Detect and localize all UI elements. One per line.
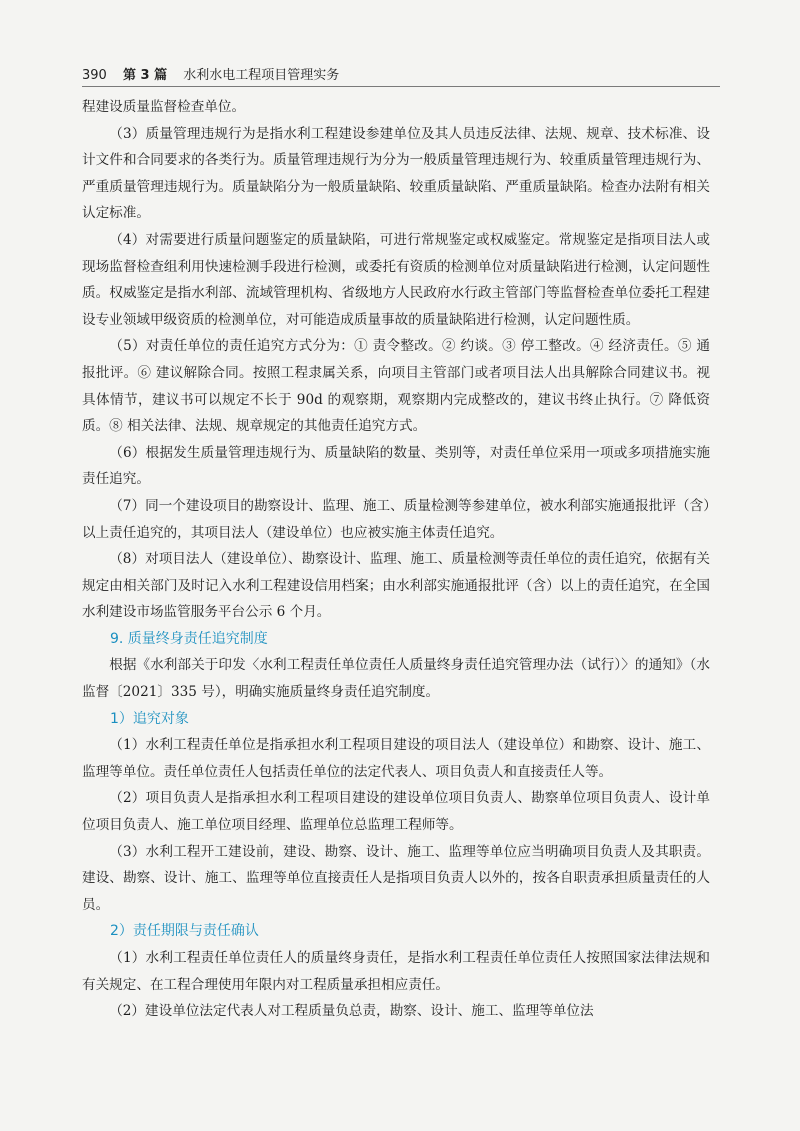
page-number: 390 [82, 68, 107, 83]
book-title: 水利水电工程项目管理实务 [183, 68, 340, 83]
subsection-heading: 2）责任期限与责任确认 [110, 923, 259, 940]
body-text [82, 94, 710, 1025]
paragraph: （1）水利工程责任单位是指承担水利工程项目建设的项目法人（建设单位）和勘察、设计、施工、监理等单位。责任单位责任人包括责任单位的法定代表人、项目负责人和直接责任人等。 [82, 737, 710, 780]
paragraph: （3）水利工程开工建设前，建设、勘察、设计、施工、监理等单位应当明确项目负责人及其职责。建设、勘察、设计、施工、监理等单位直接责任人是指项目负责人以外的，按各自职责承担质量责任的人员。 [82, 843, 710, 913]
paragraph: （1）水利工程责任单位责任人的质量终身责任，是指水利工程责任单位责任人按照国家法律法规和有关规定、在工程合理使用年限内对工程质量承担相应责任。 [82, 950, 710, 993]
paragraph: （7）同一个建设项目的勘察设计、监理、施工、质量检测等参建单位，被水利部实施通报批评（含）以上责任追究的，其项目法人（建设单位）也应被实施主体责任追究。 [82, 497, 710, 541]
paragraph: （8）对项目法人（建设单位）、勘察设计、监理、施工、质量检测等责任单位的责任追究，依据有关规定由相关部门及时记入水利工程建设信用档案；由水利部实施通报批评（含）以上的责任追究，在全国水利建设市场监管服务平台公示 6 个月。 [82, 551, 710, 621]
subsection-heading: 1）追究对象 [110, 710, 189, 727]
paragraph: （4）对需要进行质量问题鉴定的质量缺陷，可进行常规鉴定或权威鉴定。常规鉴定是指项目法人或现场监督检查组利用快速检测手段进行检测，或委托有资质的检测单位对质量缺陷进行检测，认定问题性质。权威鉴定是指水利部、流域管理机构、省级地方人民政府水行政主管部门等监督检查单位委托工程建设专业领域甲级资质的检测单位，对可能造成质量事故的质量缺陷进行检测，认定问题性质。 [82, 231, 710, 328]
paragraph: （5）对责任单位的责任追究方式分为：① 责令整改。② 约谈。③ 停工整改。④ 经济责任。⑤ 通报批评。⑥ 建议解除合同。按照工程隶属关系，向项目主管部门或者项目法人出具解除合同建议书。视具体情节，建议书可以规定不长于 90d 的观察期，观察期内完成整改的，建议书终止执行。⑦ 降低资质。⑧ 相关法律、法规、规章规定的其他责任追究方式。 [82, 338, 710, 435]
header-rule [82, 86, 720, 87]
paragraph: （6）根据发生质量管理违规行为、质量缺陷的数量、类别等，对责任单位采用一项或多项措施实施责任追究。 [82, 444, 710, 488]
part-label: 第 3 篇 [122, 68, 168, 83]
paragraph: （3）质量管理违规行为是指水利工程建设参建单位及其人员违反法律、法规、规章、技术标准、设计文件和合同要求的各类行为。质量管理违规行为分为一般质量管理违规行为、较重质量管理违规行为、严重质量管理违规行为。质量缺陷分为一般质量缺陷、较重质量缺陷、严重质量缺陷。检查办法附有相关认定标准。 [82, 125, 710, 222]
paragraph: （2）建设单位法定代表人对工程质量负总责，勘察、设计、施工、监理等单位法 [109, 1003, 594, 1020]
paragraph: 根据《水利部关于印发〈水利工程责任单位责任人质量终身责任追究管理办法（试行）〉的通知》（水监督〔2021〕335 号），明确实施质量终身责任追究制度。 [82, 657, 710, 701]
paragraph: （2）项目负责人是指承担水利工程项目建设的建设单位项目负责人、勘察单位项目负责人、设计单位项目负责人、施工单位项目经理、监理单位总监理工程师等。 [82, 790, 710, 834]
running-header [82, 64, 722, 86]
section-heading: 9. 质量终身责任追究制度 [110, 630, 268, 647]
paragraph: 程建设质量监督检查单位。 [82, 99, 246, 115]
